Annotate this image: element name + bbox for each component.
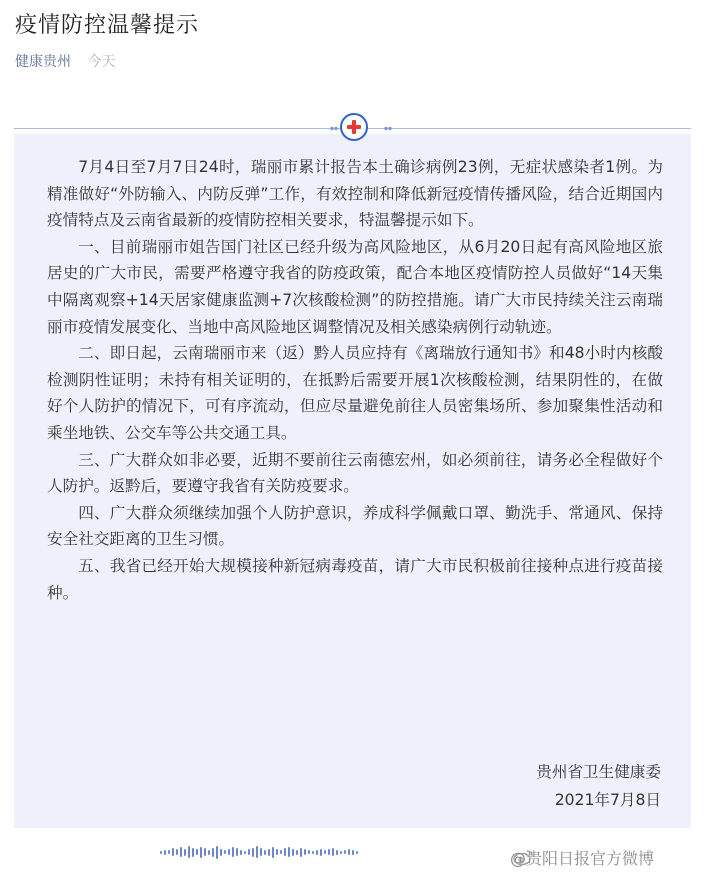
wave-bar [204, 848, 206, 856]
wave-bar [220, 849, 222, 856]
wave-bar [224, 850, 226, 854]
wave-bar [176, 849, 178, 855]
wave-bar [232, 847, 234, 857]
paragraph-3: 三、广大群众如非必要，近期不要前往云南德宏州，如必须前往，请务必全程做好个人防护。返黔后，要遵守我省有关防疫要求。 [47, 450, 663, 496]
divider-dots-right [384, 126, 392, 131]
wave-bar [196, 849, 198, 855]
notice-body [47, 154, 663, 606]
divider-dots-left [330, 126, 338, 131]
wave-bar [336, 850, 338, 855]
wave-bar [328, 849, 330, 855]
wave-bar [344, 850, 346, 854]
article-meta [15, 51, 115, 71]
signature-org: 贵州省卫生健康委 [536, 763, 661, 781]
wave-bar [268, 849, 270, 856]
wave-bar [304, 849, 306, 855]
wave-bar [240, 850, 242, 855]
wave-bar [348, 849, 350, 855]
wave-bar [184, 849, 186, 856]
wave-bar [256, 846, 258, 858]
publish-date: 今天 [87, 54, 116, 70]
wave-bar [252, 848, 254, 857]
wave-bar [320, 849, 322, 856]
wave-bar [188, 846, 190, 858]
wave-bar [324, 850, 326, 854]
wave-bar [300, 848, 302, 857]
wave-bar [288, 847, 290, 857]
paragraph-5: 五、我省已经开始大规模接种新冠病毒疫苗，请广大市民积极前往接种点进行疫苗接种。 [47, 556, 663, 602]
author-link[interactable]: 健康贵州 [15, 54, 71, 70]
wave-bar [292, 849, 294, 856]
wave-bar [272, 847, 274, 858]
wave-divider-decoration [160, 845, 450, 859]
wave-bar [264, 850, 266, 855]
wave-bar [284, 848, 286, 856]
wave-bar [216, 846, 218, 859]
wave-bar [332, 848, 334, 856]
wave-bar [200, 847, 202, 858]
weibo-watermark: @贵阳日报官方微博 [510, 849, 655, 868]
wave-bar [244, 851, 246, 854]
wave-bar [296, 850, 298, 855]
medical-cross-icon [340, 113, 368, 141]
wave-bar [164, 850, 166, 855]
wave-bar [308, 850, 310, 854]
wave-bar [340, 851, 342, 854]
wave-bar [212, 848, 214, 857]
wave-bar [168, 850, 170, 854]
wave-bar [180, 847, 182, 857]
wave-bar [192, 848, 194, 857]
wave-bar [312, 851, 314, 854]
wave-bar [160, 851, 162, 854]
paragraph-4: 四、广大群众须继续加强个人防护意识，养成科学佩戴口罩、勤洗手、常通风、保持安全社交距离的卫生习惯。 [47, 503, 663, 549]
paragraph-2: 二、即日起，云南瑞丽市来（返）黔人员应持有《离瑞放行通知书》和48小时内核酸检测阴性证明；未持有相关证明的，在抵黔后需要开展1次核酸检测，结果阴性的，在做好个人防护的情况下，可有序流动，但应尽量避免前往人员密集场所、参加聚集性活动和乘坐地铁、公交车等公共交通工具。 [47, 344, 663, 442]
wave-bar [172, 848, 174, 856]
paragraph-intro: 7月4日至7月7日24时，瑞丽市累计报告本土确诊病例23例，无症状感染者1例。为精准做好“外防输入、内防反弹”工作，有效控制和降低新冠疫情传播风险，结合近期国内疫情特点及云南省最新的疫情防控相关要求，特温馨提示如下。 [47, 158, 663, 230]
wave-bar [236, 848, 238, 856]
wave-bar [208, 850, 210, 855]
signature-date: 2021年7月8日 [554, 791, 661, 809]
article-title: 疫情防控温馨提示 [15, 13, 200, 38]
wave-bar [316, 850, 318, 855]
wave-bar [356, 851, 358, 854]
wave-bar [228, 849, 230, 855]
wave-bar [276, 849, 278, 855]
signature-block [536, 758, 661, 814]
paragraph-1: 一、目前瑞丽市姐告国门社区已经升级为高风险地区，从6月20日起有高风险地区旅居史的广大市民，需要严格遵守我省的防疫政策，配合本地区疫情防控人员做好“14天集中隔离观察+14天居家健康监测+7次核酸检测”的防控措施。请广大市民持续关注云南瑞丽市疫情发展变化、当地中高风险地区调整情况及相关感染病例行动轨迹。 [47, 237, 663, 336]
wave-bar [260, 848, 262, 856]
wave-bar [352, 850, 354, 855]
wave-bar [280, 850, 282, 854]
wave-bar [248, 849, 250, 855]
